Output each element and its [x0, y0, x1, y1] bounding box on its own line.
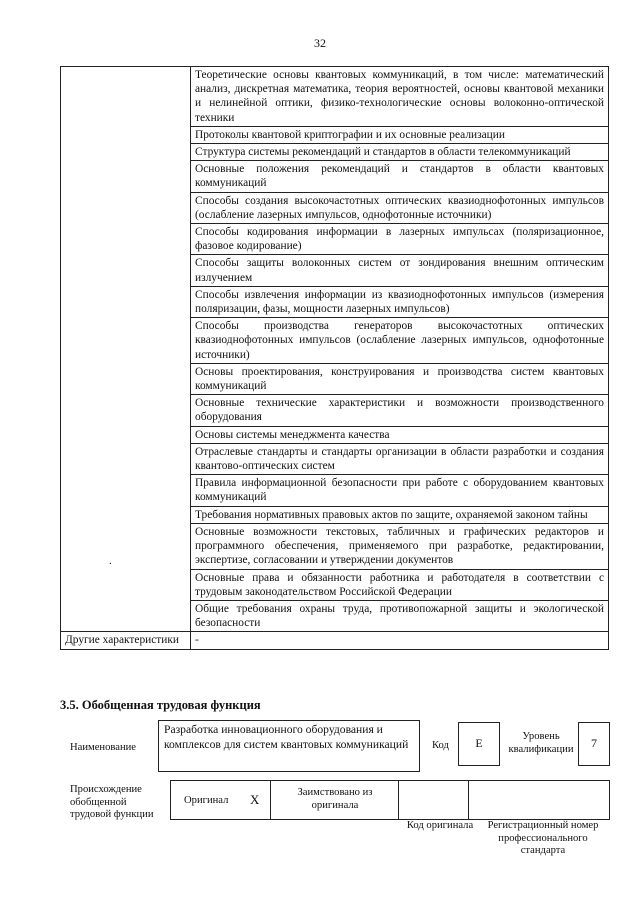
- reg-number-caption: Регистрационный номер профессионального стандарта: [487, 820, 599, 856]
- knowledge-table: [60, 66, 609, 650]
- original-label: Оригинал: [184, 795, 229, 806]
- knowledge-item: Основные положения рекомендаций и стандартов в области квантовых коммуникаций: [191, 161, 609, 192]
- knowledge-item: Способы извлечения информации из квазиоднофотонных импульсов (измерения поляризации, фазы, мощности лазерных импульсов): [191, 286, 609, 317]
- section-title: 3.5. Обобщенная трудовая функция: [60, 698, 261, 712]
- knowledge-item: Общие требования охраны труда, противопожарной защиты и экологической безопасности: [191, 600, 609, 631]
- level-box: [578, 722, 610, 766]
- knowledge-item: Основы системы менеджмента качества: [191, 426, 609, 443]
- code-box: [458, 722, 500, 766]
- knowledge-item: Основные технические характеристики и возможности производственного оборудования: [191, 395, 609, 426]
- code-value: E: [475, 736, 483, 750]
- code-original-caption: Код оригинала: [406, 820, 474, 831]
- knowledge-item: Основные права и обязанности работника и работодателя в соответствии с трудовым законодательством Российской Федерации: [191, 569, 609, 600]
- knowledge-item: Способы защиты волоконных систем от зондирования внешним оптическим излучением: [191, 255, 609, 286]
- knowledge-item: Теоретические основы квантовых коммуникаций, в том числе: математический анализ, дискретная математика, теория вероятностей, основы квантовой механики и нелинейной оптики, физико-технологические основы волоконно-оптической техники: [191, 67, 609, 127]
- knowledge-item: Правила информационной безопасности при работе с оборудованием квантовых коммуникаций: [191, 475, 609, 506]
- code-label: Код: [432, 740, 449, 751]
- knowledge-item: Отраслевые стандарты и стандарты организации в области разработки и создания квантово-оптических систем: [191, 443, 609, 474]
- name-label: Наименование: [70, 742, 136, 753]
- knowledge-item: Способы создания высокочастотных оптических квазиоднофотонных импульсов (ослабление лазерных импульсов, однофотонные источники): [191, 192, 609, 223]
- knowledge-item: Основные возможности текстовых, табличных и графических редакторов и программного обеспечения, применяемого при разработке, редактировании, экспертизе, согласовании и утверждении документов: [191, 523, 609, 569]
- knowledge-label-cell: [61, 67, 191, 632]
- divider: [468, 780, 469, 820]
- name-value: Разработка инновационного оборудования и комплексов для систем квантовых коммуникаций: [164, 723, 409, 751]
- name-box: [158, 720, 420, 772]
- knowledge-item: Способы кодирования информации в лазерных импульсах (поляризационное, фазовое кодирование): [191, 224, 609, 255]
- left-mark: .: [109, 555, 112, 568]
- knowledge-item: Структура системы рекомендаций и стандартов в области телекоммуникаций: [191, 144, 609, 161]
- knowledge-item: Основы проектирования, конструирования и производства систем квантовых коммуникаций: [191, 363, 609, 394]
- level-value: 7: [591, 736, 597, 750]
- knowledge-item: Требования нормативных правовых актов по защите, охраняемой законом тайны: [191, 506, 609, 523]
- divider: [398, 780, 399, 820]
- other-characteristics-label: Другие характеристики: [61, 632, 191, 649]
- other-characteristics-value: -: [191, 632, 609, 649]
- other-characteristics-row: [61, 632, 609, 649]
- original-mark: X: [250, 792, 260, 807]
- knowledge-item: Протоколы квантовой криптографии и их основные реализации: [191, 126, 609, 143]
- divider: [270, 780, 271, 820]
- page-number: 32: [314, 36, 326, 50]
- borrowed-label: Заимствовано из оригинала: [297, 787, 373, 811]
- level-label: Уровень квалификации: [508, 731, 574, 755]
- origin-label: Происхождение обобщенной трудовой функции: [70, 784, 154, 820]
- knowledge-item: Способы производства генераторов высокочастотных оптических квазиоднофотонных импульсов (ослабление лазерных импульсов, однофотонные источники): [191, 318, 609, 364]
- knowledge-row: [61, 67, 609, 127]
